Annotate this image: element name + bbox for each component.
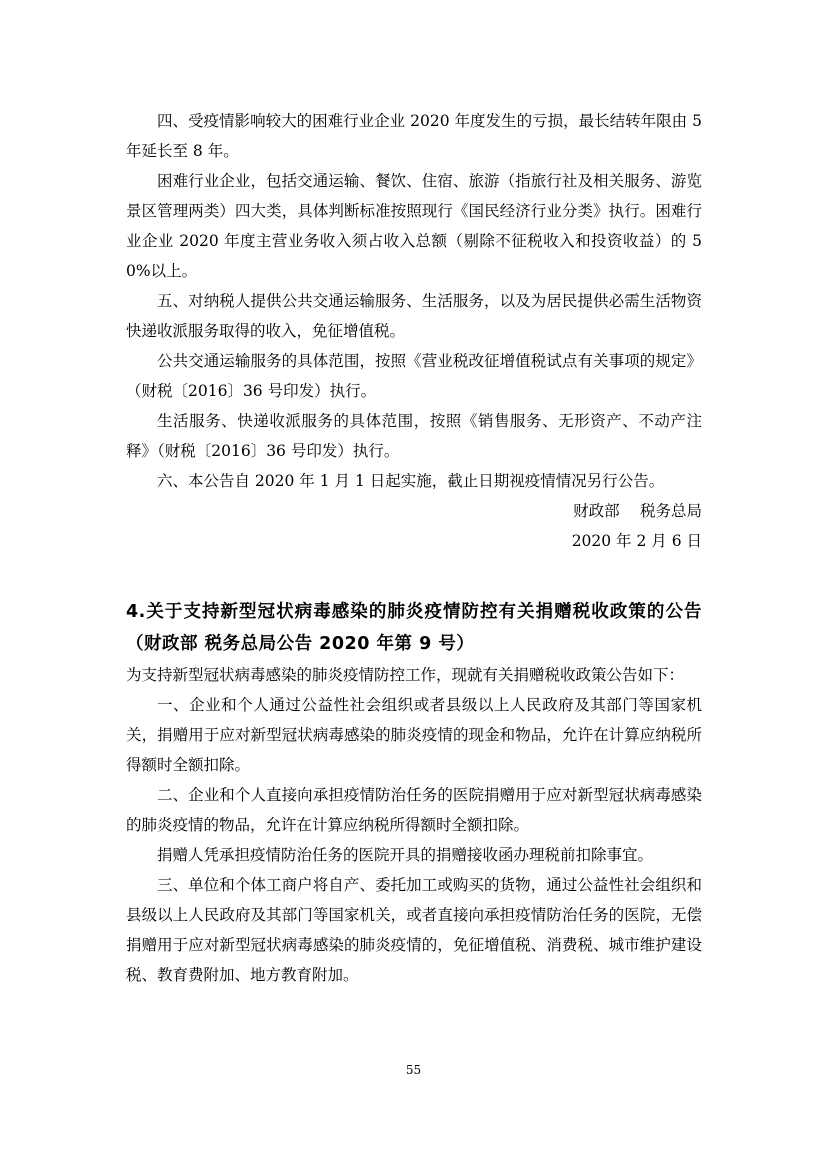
- paragraph-item-6: 六、本公告自 2020 年 1 月 1 日起实施，截止日期视疫情情况另行公告。: [157, 472, 665, 490]
- page-number: 55: [405, 1063, 422, 1077]
- paragraph-life-services-scope: 生活服务、快递收派服务的具体范围，按照《销售服务、无形资产、不动产注释》（财税〔2016〕36 号印发）执行。: [126, 412, 702, 460]
- section-4-item-2-note: 捐赠人凭承担疫情防治任务的医院开具的捐赠接收函办理税前扣除事宜。: [157, 846, 654, 864]
- section-4-item-3: 三、单位和个体工商户将自产、委托加工或购买的货物，通过公益性社会组织和县级以上人民政府及其部门等国家机关，或者直接向承担疫情防治任务的医院，无偿捐赠用于应对新型冠状病毒感染的肺炎疫情的，免征增值税、消费税、城市维护建设税、教育费附加、地方教育附加。: [126, 876, 702, 984]
- section-spacer: [126, 556, 702, 596]
- paragraph-public-transport-scope: 公共交通运输服务的具体范围，按照《营业税改征增值税试点有关事项的规定》（财税〔2016〕36 号印发）执行。: [126, 352, 702, 400]
- paragraph-item-4: 四、受疫情影响较大的困难行业企业 2020 年度发生的亏损，最长结转年限由 5 年延长至 8 年。: [126, 112, 702, 160]
- signature-issuers: 财政部 税务总局: [573, 502, 702, 520]
- signature-date: 2020 年 2 月 6 日: [571, 532, 702, 550]
- section-4-item-2: 二、企业和个人直接向承担疫情防治任务的医院捐赠用于应对新型冠状病毒感染的肺炎疫情的物品，允许在计算应纳税所得额时全额扣除。: [126, 786, 702, 834]
- paragraph-item-5: 五、对纳税人提供公共交通运输服务、生活服务，以及为居民提供必需生活物资快递收派服务取得的收入，免征增值税。: [126, 292, 702, 340]
- paragraph-difficult-industries: 困难行业企业，包括交通运输、餐饮、住宿、旅游（指旅行社及相关服务、游览景区管理两类）四大类，具体判断标准按照现行《国民经济行业分类》执行。困难行业企业 2020 年度主营业务收入须占收入总额（剔除不征税收入和投资收益）的 50%以上。: [126, 172, 702, 280]
- section-4-intro: 为支持新型冠状病毒感染的肺炎疫情防控工作，现就有关捐赠税收政策公告如下：: [126, 666, 685, 684]
- section-4-heading: 4.关于支持新型冠状病毒感染的肺炎疫情防控有关捐赠税收政策的公告（财政部 税务总局公告 2020 年第 9 号）: [126, 602, 702, 654]
- page-content: [126, 106, 702, 990]
- section-4-item-1: 一、企业和个人通过公益性社会组织或者县级以上人民政府及其部门等国家机关，捐赠用于应对新型冠状病毒感染的肺炎疫情的现金和物品，允许在计算应纳税所得额时全额扣除。: [126, 696, 702, 774]
